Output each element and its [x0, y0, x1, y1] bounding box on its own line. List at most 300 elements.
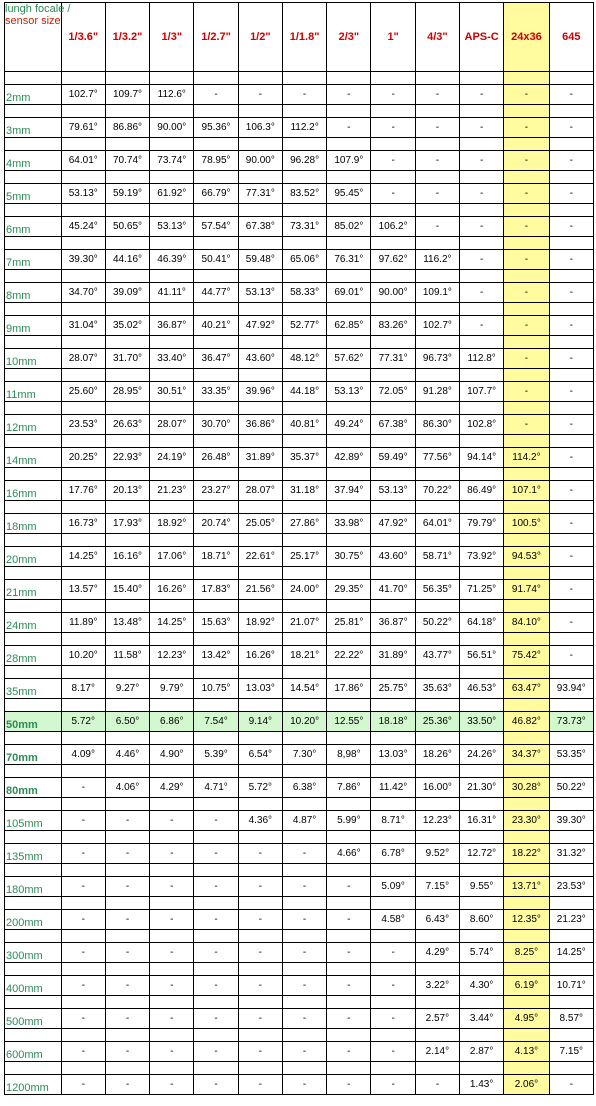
table-row — [5, 481, 594, 501]
spacer-cell — [105, 633, 149, 646]
spacer-cell — [504, 138, 549, 151]
spacer-cell — [327, 270, 371, 283]
spacer-cell — [460, 369, 504, 382]
table-cell: 12.23° — [415, 811, 459, 831]
table-cell: 77.31° — [371, 349, 415, 369]
table-cell: 4.71° — [194, 778, 238, 798]
row-label: 500mm — [5, 1009, 62, 1029]
spacer-cell — [5, 996, 62, 1009]
table-cell: 90.00° — [238, 151, 282, 171]
table-cell: 13.03° — [371, 745, 415, 765]
table-cell: 31.04° — [61, 316, 105, 336]
row-label: 50mm — [5, 712, 62, 732]
table-cell: 4.09° — [61, 745, 105, 765]
spacer-cell — [61, 336, 105, 349]
spacer-cell — [460, 765, 504, 778]
spacer-cell — [61, 138, 105, 151]
table-cell: - — [327, 877, 371, 897]
table-cell: 102.7° — [61, 85, 105, 105]
spacer-cell — [282, 963, 326, 976]
spacer-cell — [460, 666, 504, 679]
table-cell: 86.86° — [105, 118, 149, 138]
table-cell: 71.25° — [460, 580, 504, 600]
spacer-cell — [5, 204, 62, 217]
row-label: 6mm — [5, 217, 62, 237]
spacer-cell — [460, 138, 504, 151]
table-cell: 44.77° — [194, 283, 238, 303]
table-cell: 17.83° — [194, 580, 238, 600]
spacer-cell — [5, 930, 62, 943]
table-cell: - — [194, 85, 238, 105]
spacer-cell — [504, 369, 549, 382]
table-cell: 23.53° — [549, 877, 593, 897]
table-cell: - — [415, 1075, 459, 1095]
spacer-cell — [61, 798, 105, 811]
spacer-row — [5, 1062, 594, 1075]
table-cell: 6.54° — [238, 745, 282, 765]
table-cell: 67.38° — [371, 415, 415, 435]
table-cell: 4.29° — [415, 943, 459, 963]
spacer-cell — [504, 897, 549, 910]
spacer-cell — [415, 105, 459, 118]
spacer-cell — [238, 72, 282, 85]
table-cell: 33.98° — [327, 514, 371, 534]
spacer-cell — [549, 204, 593, 217]
table-row — [5, 349, 594, 369]
spacer-cell — [504, 732, 549, 745]
table-cell: 20.74° — [194, 514, 238, 534]
table-cell: - — [194, 1042, 238, 1062]
table-cell: 4.36° — [238, 811, 282, 831]
table-row — [5, 250, 594, 270]
spacer-cell — [150, 798, 194, 811]
corner-label-focal: lungh focale / — [5, 3, 71, 15]
spacer-cell — [327, 831, 371, 844]
spacer-cell — [327, 336, 371, 349]
table-cell: - — [549, 217, 593, 237]
table-cell: 17.93° — [105, 514, 149, 534]
table-cell: 4.66° — [327, 844, 371, 864]
column-header: 1/3.6" — [61, 3, 105, 72]
spacer-cell — [282, 666, 326, 679]
table-row — [5, 184, 594, 204]
spacer-cell — [238, 435, 282, 448]
table-cell: - — [194, 1075, 238, 1095]
spacer-cell — [61, 963, 105, 976]
table-cell: 73.74° — [150, 151, 194, 171]
table-cell: - — [460, 151, 504, 171]
spacer-cell — [105, 303, 149, 316]
table-cell: - — [549, 283, 593, 303]
spacer-cell — [460, 699, 504, 712]
spacer-cell — [5, 732, 62, 745]
spacer-cell — [415, 699, 459, 712]
spacer-cell — [61, 270, 105, 283]
table-cell: - — [549, 613, 593, 633]
spacer-cell — [415, 567, 459, 580]
table-cell: - — [238, 85, 282, 105]
spacer-cell — [282, 567, 326, 580]
table-cell: - — [327, 943, 371, 963]
table-cell: 20.13° — [105, 481, 149, 501]
table-cell: 13.48° — [105, 613, 149, 633]
spacer-cell — [150, 930, 194, 943]
spacer-cell — [5, 105, 62, 118]
spacer-cell — [150, 765, 194, 778]
table-cell: - — [549, 415, 593, 435]
spacer-cell — [194, 369, 238, 382]
spacer-cell — [371, 864, 415, 877]
spacer-cell — [105, 699, 149, 712]
table-row — [5, 679, 594, 699]
spacer-cell — [105, 270, 149, 283]
table-row — [5, 85, 594, 105]
spacer-cell — [194, 138, 238, 151]
table-row — [5, 514, 594, 534]
spacer-cell — [282, 468, 326, 481]
spacer-cell — [415, 732, 459, 745]
table-cell: 62.85° — [327, 316, 371, 336]
spacer-cell — [549, 303, 593, 316]
spacer-cell — [5, 402, 62, 415]
table-cell: 7.15° — [415, 877, 459, 897]
spacer-cell — [371, 699, 415, 712]
table-cell: 4.90° — [150, 745, 194, 765]
table-cell: 72.05° — [371, 382, 415, 402]
table-cell: 34.37° — [504, 745, 549, 765]
spacer-cell — [238, 237, 282, 250]
spacer-cell — [5, 699, 62, 712]
spacer-cell — [150, 138, 194, 151]
column-header: 645 — [549, 3, 593, 72]
table-cell: 9.14° — [238, 712, 282, 732]
spacer-cell — [105, 732, 149, 745]
spacer-cell — [105, 237, 149, 250]
table-cell: - — [371, 118, 415, 138]
table-cell: - — [549, 85, 593, 105]
table-cell: 5.72° — [61, 712, 105, 732]
table-row — [5, 1009, 594, 1029]
table-cell: - — [150, 844, 194, 864]
table-row — [5, 580, 594, 600]
spacer-cell — [415, 864, 459, 877]
table-cell: 28.07° — [61, 349, 105, 369]
table-cell: - — [549, 646, 593, 666]
table-cell: 2.87° — [460, 1042, 504, 1062]
corner-label-sensor: sensor size — [5, 15, 61, 27]
table-cell: 97.62° — [371, 250, 415, 270]
spacer-cell — [549, 897, 593, 910]
spacer-cell — [460, 534, 504, 547]
table-cell: 5.99° — [327, 811, 371, 831]
table-cell: 8.60° — [460, 910, 504, 930]
table-row — [5, 778, 594, 798]
table-cell: 4.46° — [105, 745, 149, 765]
spacer-cell — [282, 996, 326, 1009]
table-cell: 18.92° — [238, 613, 282, 633]
row-label: 3mm — [5, 118, 62, 138]
table-cell: - — [194, 1009, 238, 1029]
table-cell: - — [371, 151, 415, 171]
spacer-cell — [549, 996, 593, 1009]
table-cell: 35.63° — [415, 679, 459, 699]
table-cell: 13.57° — [61, 580, 105, 600]
table-cell: 25.75° — [371, 679, 415, 699]
spacer-cell — [327, 303, 371, 316]
table-cell: - — [238, 1042, 282, 1062]
table-cell: 30.51° — [150, 382, 194, 402]
spacer-row — [5, 798, 594, 811]
table-cell: 2.14° — [415, 1042, 459, 1062]
spacer-cell — [415, 369, 459, 382]
spacer-cell — [327, 1062, 371, 1075]
table-cell: 78.95° — [194, 151, 238, 171]
table-cell: 107.7° — [460, 382, 504, 402]
spacer-cell — [460, 567, 504, 580]
table-cell: 14.25° — [549, 943, 593, 963]
spacer-row — [5, 765, 594, 778]
spacer-cell — [238, 303, 282, 316]
table-cell: 53.13° — [327, 382, 371, 402]
table-cell: - — [61, 811, 105, 831]
table-row — [5, 943, 594, 963]
spacer-cell — [150, 336, 194, 349]
spacer-cell — [460, 1062, 504, 1075]
spacer-cell — [105, 435, 149, 448]
table-cell: - — [327, 1042, 371, 1062]
table-cell: 6.19° — [504, 976, 549, 996]
spacer-row — [5, 666, 594, 679]
table-cell: 6.43° — [415, 910, 459, 930]
table-cell: 46.39° — [150, 250, 194, 270]
spacer-cell — [460, 171, 504, 184]
spacer-cell — [504, 567, 549, 580]
spacer-cell — [150, 369, 194, 382]
spacer-cell — [105, 402, 149, 415]
spacer-cell — [238, 963, 282, 976]
table-cell: 27.86° — [282, 514, 326, 534]
table-cell: 50.22° — [415, 613, 459, 633]
spacer-cell — [327, 237, 371, 250]
spacer-cell — [238, 930, 282, 943]
table-cell: 96.28° — [282, 151, 326, 171]
table-cell: - — [282, 1042, 326, 1062]
spacer-cell — [327, 501, 371, 514]
table-cell: 73.31° — [282, 217, 326, 237]
row-label: 600mm — [5, 1042, 62, 1062]
spacer-cell — [549, 699, 593, 712]
table-cell: - — [504, 316, 549, 336]
spacer-cell — [150, 897, 194, 910]
table-cell: 18.71° — [194, 547, 238, 567]
table-cell: 31.70° — [105, 349, 149, 369]
spacer-cell — [150, 831, 194, 844]
spacer-cell — [549, 600, 593, 613]
spacer-cell — [61, 501, 105, 514]
table-row — [5, 283, 594, 303]
spacer-cell — [5, 138, 62, 151]
table-cell: 109.1° — [415, 283, 459, 303]
table-cell: 14.25° — [61, 547, 105, 567]
spacer-cell — [504, 402, 549, 415]
spacer-cell — [371, 369, 415, 382]
table-cell: - — [415, 217, 459, 237]
table-cell: - — [238, 877, 282, 897]
table-cell: 75.42° — [504, 646, 549, 666]
spacer-cell — [194, 666, 238, 679]
table-cell: 16.26° — [238, 646, 282, 666]
spacer-cell — [238, 633, 282, 646]
spacer-cell — [327, 72, 371, 85]
table-cell: - — [105, 811, 149, 831]
table-row — [5, 118, 594, 138]
spacer-cell — [504, 171, 549, 184]
row-label: 18mm — [5, 514, 62, 534]
table-cell: 15.63° — [194, 613, 238, 633]
column-header: 1/3.2" — [105, 3, 149, 72]
table-cell: 47.92° — [371, 514, 415, 534]
spacer-cell — [150, 402, 194, 415]
row-label: 24mm — [5, 613, 62, 633]
spacer-cell — [282, 1029, 326, 1042]
spacer-row — [5, 270, 594, 283]
table-cell: 12.55° — [327, 712, 371, 732]
spacer-cell — [61, 666, 105, 679]
table-cell: - — [415, 85, 459, 105]
spacer-cell — [150, 501, 194, 514]
table-cell: 16.16° — [105, 547, 149, 567]
table-cell: 23.30° — [504, 811, 549, 831]
table-cell: 33.50° — [460, 712, 504, 732]
table-cell: - — [61, 844, 105, 864]
column-header: 1/1.8" — [282, 3, 326, 72]
table-cell: 8.25° — [504, 943, 549, 963]
table-cell: 48.12° — [282, 349, 326, 369]
table-cell: 58.71° — [415, 547, 459, 567]
spacer-cell — [238, 369, 282, 382]
spacer-cell — [460, 963, 504, 976]
spacer-cell — [282, 501, 326, 514]
spacer-cell — [327, 666, 371, 679]
table-cell: 22.22° — [327, 646, 371, 666]
table-cell: - — [150, 976, 194, 996]
table-cell: 25.05° — [238, 514, 282, 534]
spacer-cell — [238, 534, 282, 547]
spacer-row — [5, 963, 594, 976]
table-cell: 35.02° — [105, 316, 149, 336]
table-cell: 30.28° — [504, 778, 549, 798]
table-cell: 16.00° — [415, 778, 459, 798]
spacer-cell — [194, 1029, 238, 1042]
table-cell: - — [282, 85, 326, 105]
spacer-cell — [415, 171, 459, 184]
spacer-cell — [327, 1029, 371, 1042]
spacer-cell — [194, 600, 238, 613]
spacer-cell — [549, 1062, 593, 1075]
spacer-cell — [238, 501, 282, 514]
table-cell: - — [150, 1042, 194, 1062]
table-cell: 40.81° — [282, 415, 326, 435]
spacer-cell — [460, 633, 504, 646]
spacer-cell — [150, 534, 194, 547]
table-cell: 112.8° — [460, 349, 504, 369]
spacer-cell — [327, 699, 371, 712]
table-cell: - — [61, 910, 105, 930]
spacer-cell — [415, 336, 459, 349]
spacer-cell — [549, 369, 593, 382]
table-cell: 31.32° — [549, 844, 593, 864]
spacer-cell — [105, 798, 149, 811]
spacer-cell — [371, 171, 415, 184]
table-cell: 107.9° — [327, 151, 371, 171]
table-row — [5, 646, 594, 666]
table-cell: 18.21° — [282, 646, 326, 666]
spacer-row — [5, 633, 594, 646]
column-header: 24x36 — [504, 3, 549, 72]
spacer-cell — [504, 930, 549, 943]
spacer-cell — [504, 468, 549, 481]
spacer-cell — [238, 699, 282, 712]
spacer-cell — [327, 864, 371, 877]
spacer-cell — [371, 534, 415, 547]
table-body — [5, 72, 594, 1095]
spacer-row — [5, 831, 594, 844]
spacer-cell — [504, 1029, 549, 1042]
spacer-cell — [61, 171, 105, 184]
table-cell: - — [61, 1042, 105, 1062]
spacer-cell — [504, 798, 549, 811]
spacer-cell — [282, 336, 326, 349]
table-cell: 73.92° — [460, 547, 504, 567]
spacer-cell — [504, 204, 549, 217]
spacer-cell — [61, 897, 105, 910]
spacer-cell — [282, 534, 326, 547]
spacer-cell — [327, 996, 371, 1009]
spacer-cell — [5, 600, 62, 613]
table-cell: 76.31° — [327, 250, 371, 270]
spacer-cell — [5, 831, 62, 844]
spacer-cell — [194, 1062, 238, 1075]
table-cell: - — [549, 316, 593, 336]
spacer-cell — [238, 270, 282, 283]
spacer-cell — [327, 138, 371, 151]
spacer-cell — [5, 963, 62, 976]
table-cell: 56.35° — [415, 580, 459, 600]
table-cell: 46.53° — [460, 679, 504, 699]
row-label: 10mm — [5, 349, 62, 369]
table-cell: 7.86° — [327, 778, 371, 798]
spacer-cell — [105, 138, 149, 151]
spacer-cell — [549, 534, 593, 547]
table-cell: 10.20° — [282, 712, 326, 732]
table-cell: 34.70° — [61, 283, 105, 303]
spacer-cell — [504, 666, 549, 679]
table-cell: - — [150, 1075, 194, 1095]
spacer-cell — [61, 204, 105, 217]
spacer-cell — [194, 105, 238, 118]
table-cell: 83.52° — [282, 184, 326, 204]
spacer-cell — [549, 105, 593, 118]
table-cell: - — [105, 943, 149, 963]
row-label: 9mm — [5, 316, 62, 336]
spacer-cell — [150, 237, 194, 250]
spacer-cell — [238, 1029, 282, 1042]
spacer-cell — [194, 996, 238, 1009]
table-cell: 5.74° — [460, 943, 504, 963]
spacer-cell — [549, 72, 593, 85]
table-row — [5, 811, 594, 831]
spacer-cell — [460, 798, 504, 811]
